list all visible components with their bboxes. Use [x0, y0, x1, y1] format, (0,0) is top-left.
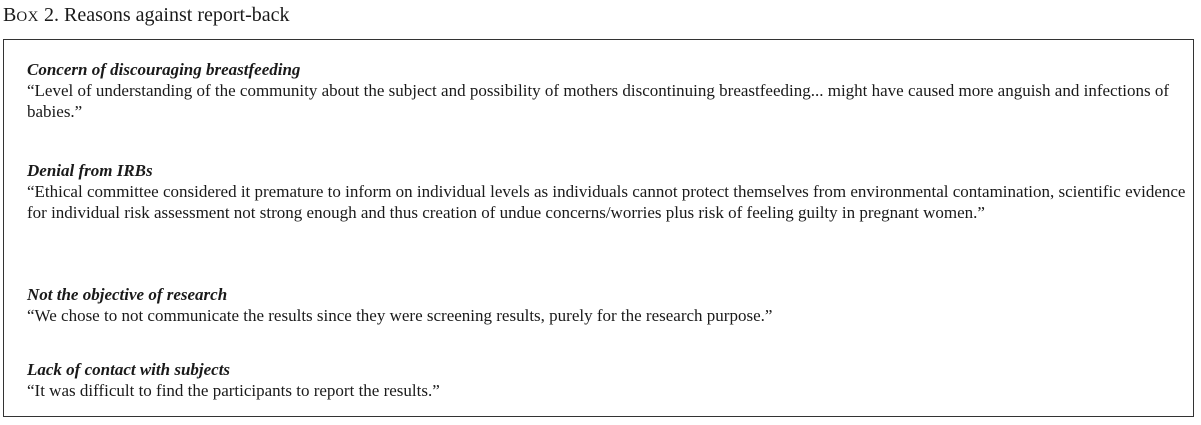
section-quote: “We chose to not communicate the results since they were screening results, purely for the research purpose.”: [27, 306, 773, 325]
section-heading: Not the objective of research: [27, 285, 228, 304]
section-quote: “Ethical committee considered it premature to inform on individual levels as individuals cannot protect themselves from environmental contamination, scientific evidence for individual risk assessment not strong enough and thus creation of undue concerns/worries plus risk of feeling guilty in pregnant women.”: [27, 182, 1186, 222]
section-not-objective: [27, 285, 1187, 326]
section-heading: Lack of contact with subjects: [27, 360, 231, 379]
section-breastfeeding-concern: [27, 60, 1187, 122]
section-heading: Denial from IRBs: [27, 161, 153, 180]
box-caption-label-smallcaps: OX: [16, 9, 40, 25]
section-heading: Concern of discouraging breastfeeding: [27, 60, 301, 79]
box-caption-title: 2. Reasons against report-back: [39, 4, 290, 26]
box-caption: [3, 3, 290, 29]
section-quote: “It was difficult to find the participants to report the results.”: [27, 381, 440, 400]
box-frame: [3, 39, 1194, 417]
section-lack-of-contact: [27, 360, 1187, 401]
box-caption-label-initial: B: [3, 4, 17, 26]
section-irb-denial: [27, 161, 1187, 223]
section-quote: “Level of understanding of the community about the subject and possibility of mothers discontinuing breastfeeding... might have caused more anguish and infections of babies.”: [27, 81, 1170, 121]
